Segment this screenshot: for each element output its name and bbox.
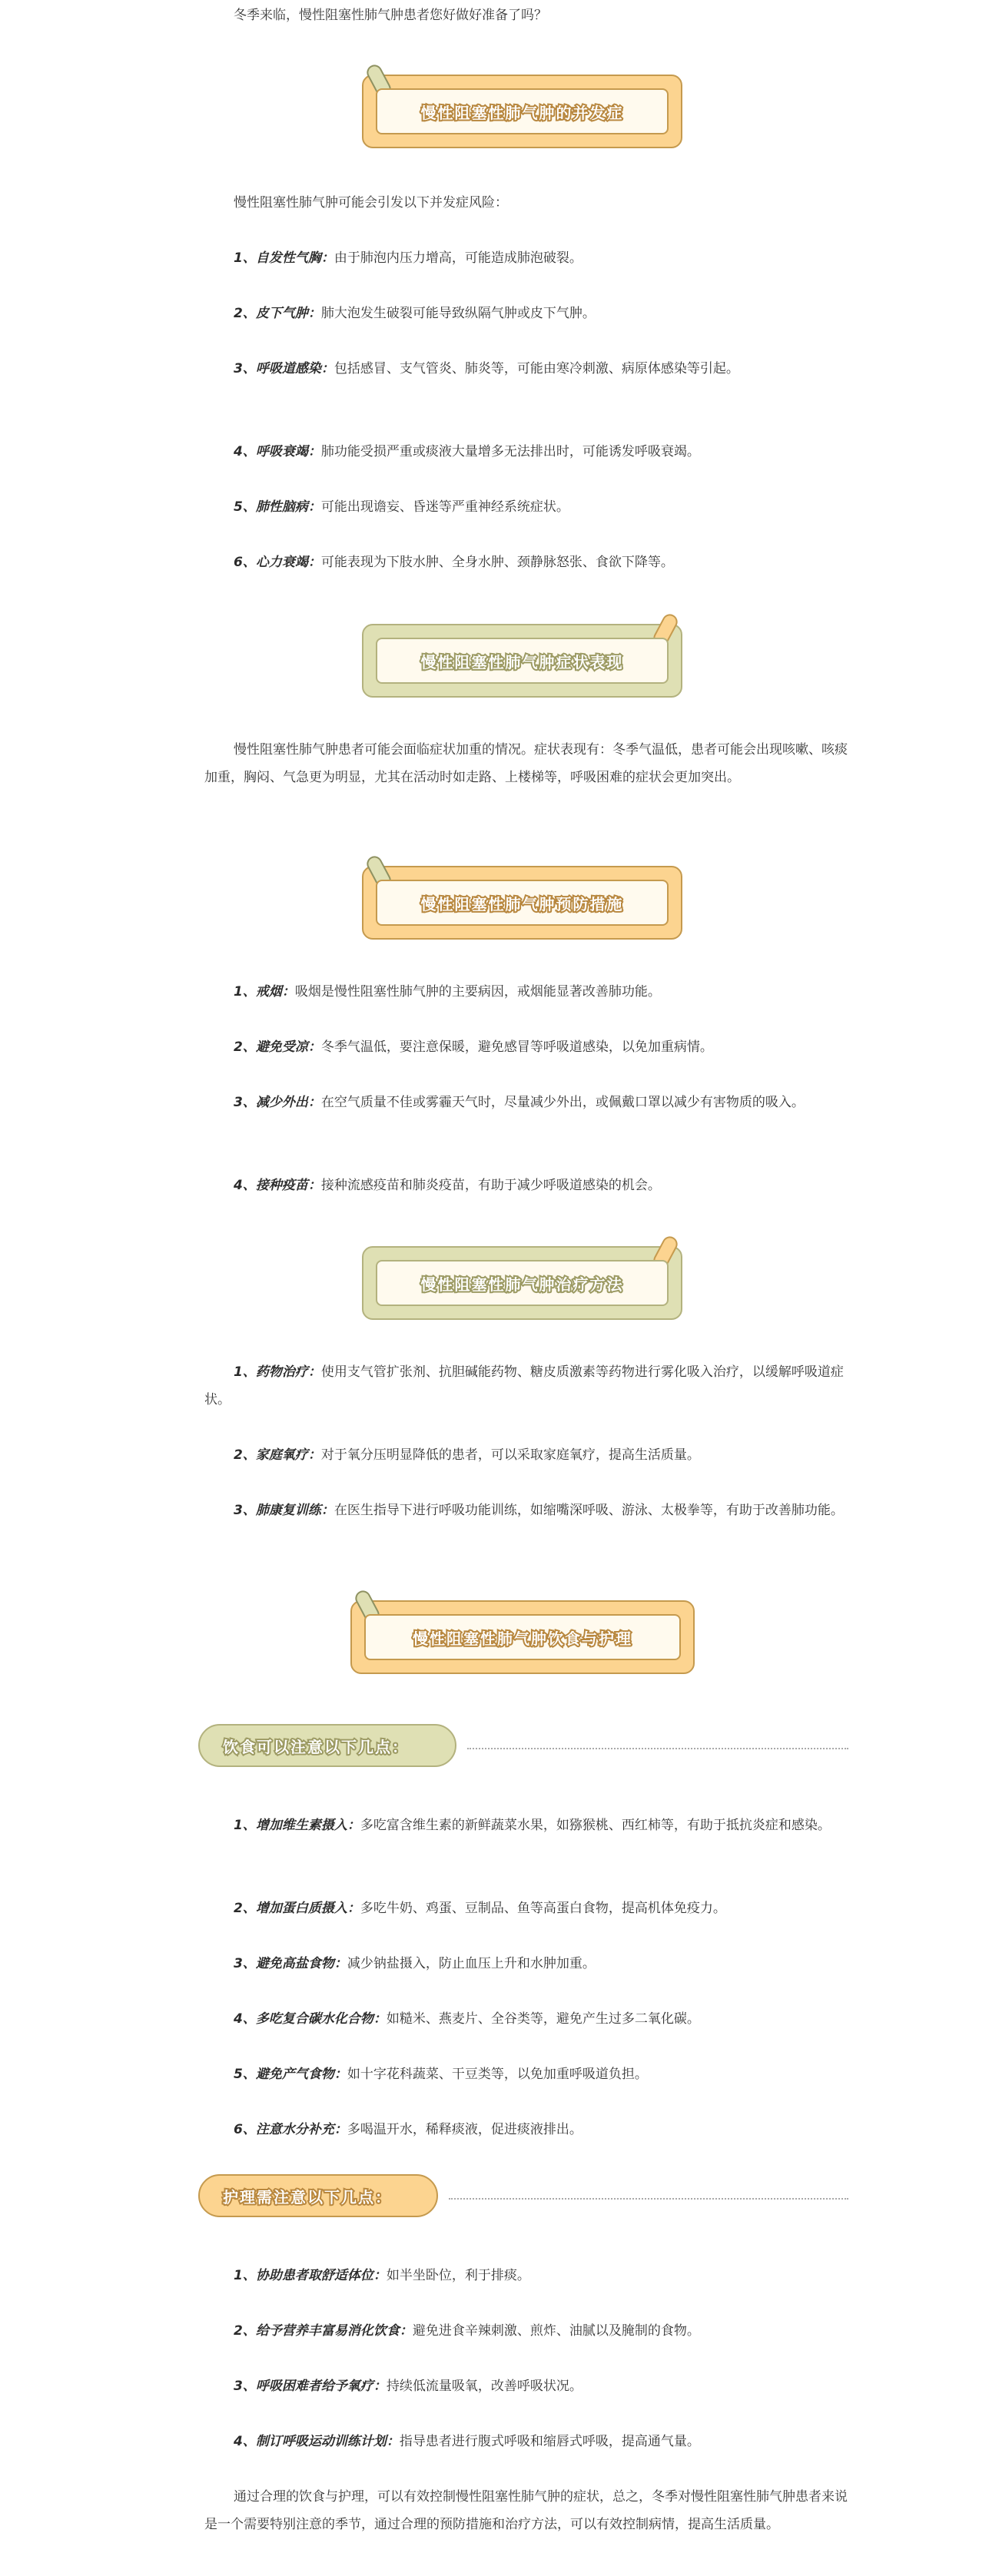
section-title: 慢性阻塞性肺气肿治疗方法: [420, 1275, 624, 1294]
list-item: 2、家庭氧疗：对于氧分压明显降低的患者，可以采取家庭氧疗，提高生活质量。: [234, 1447, 700, 1463]
section-lead: 慢性阻塞性肺气肿可能会引发以下并发症风险：: [234, 195, 508, 211]
section-title: 慢性阻塞性肺气肿饮食与护理: [413, 1629, 632, 1648]
list-item: 3、避免高盐食物：减少钠盐摄入，防止血压上升和水肿加重。: [234, 1956, 596, 1971]
list-item: 4、多吃复合碳水化合物：如糙米、燕麦片、全谷类等，避免产生过多二氧化碳。: [234, 2011, 700, 2027]
diet-subheading: [198, 1724, 456, 1767]
list-item: 3、减少外出：在空气质量不佳或雾霾天气时，尽量减少外出，或佩戴口罩以减少有害物质的吸入。: [234, 1095, 805, 1110]
diet-title: 饮食可以注意以下几点：: [223, 1737, 409, 1756]
intro-text: 冬季来临，慢性阻塞性肺气肿患者您好做好准备了吗？: [234, 8, 547, 23]
list-item: 4、呼吸衰竭：肺功能受损严重或痰液大量增多无法排出时，可能诱发呼吸衰竭。: [234, 444, 700, 459]
section-badge-prevention: [362, 866, 682, 940]
list-item: 6、注意水分补充：多喝温开水，稀释痰液，促进痰液排出。: [234, 2122, 582, 2137]
divider: [449, 2198, 848, 2200]
section-title: 慢性阻塞性肺气肿症状表现: [420, 652, 624, 671]
list-item: 4、接种疫苗：接种流感疫苗和肺炎疫苗，有助于减少呼吸道感染的机会。: [234, 1178, 661, 1193]
list-item: 1、自发性气胸：由于肺泡内压力增高，可能造成肺泡破裂。: [234, 250, 582, 266]
list-item: 6、心力衰竭：可能表现为下肢水肿、全身水肿、颈静脉怒张、食欲下降等。: [234, 555, 674, 570]
list-item: 2、给予营养丰富易消化饮食：避免进食辛辣刺激、煎炸、油腻以及腌制的食物。: [234, 2323, 700, 2339]
section-badge-complications: [362, 75, 682, 148]
list-item: 1、增加维生素摄入：多吃富含维生素的新鲜蔬菜水果，如猕猴桃、西红柿等，有助于抵抗炎症和感染。: [234, 1818, 831, 1833]
list-item: 4、制订呼吸运动训练计划：指导患者进行腹式呼吸和缩唇式呼吸，提高通气量。: [234, 2434, 700, 2449]
list-item: 2、皮下气肿：肺大泡发生破裂可能导致纵隔气肿或皮下气肿。: [234, 306, 596, 321]
list-item: 2、增加蛋白质摄入：多吃牛奶、鸡蛋、豆制品、鱼等高蛋白食物，提高机体免疫力。: [234, 1901, 726, 1916]
section-badge-diet-care: [350, 1600, 695, 1674]
list-item: 1、药物治疗：使用支气管扩张剂、抗胆碱能药物、糖皮质激素等药物进行雾化吸入治疗，以缓解呼吸道症状。: [204, 1364, 844, 1407]
section-title: 慢性阻塞性肺气肿的并发症: [420, 103, 624, 122]
divider: [467, 1748, 848, 1749]
list-item: 1、戒烟：吸烟是慢性阻塞性肺气肿的主要病因，戒烟能显著改善肺功能。: [234, 984, 661, 1000]
care-title: 护理需注意以下几点：: [223, 2187, 392, 2206]
list-item: 5、肺性脑病：可能出现谵妄、昏迷等严重神经系统症状。: [234, 499, 569, 515]
list-item: 3、呼吸道感染：包括感冒、支气管炎、肺炎等，可能由寒冷刺激、病原体感染等引起。: [234, 361, 739, 376]
section-badge-treatment: [362, 1246, 682, 1320]
list-item: 3、肺康复训练：在医生指导下进行呼吸功能训练，如缩嘴深呼吸、游泳、太极拳等，有助于改善肺功能。: [234, 1503, 844, 1518]
section-title: 慢性阻塞性肺气肿预防措施: [420, 894, 624, 913]
section-badge-symptoms: [362, 624, 682, 698]
list-item: 1、协助患者取舒适体位：如半坐卧位，利于排痰。: [234, 2268, 530, 2283]
list-item: 3、呼吸困难者给予氧疗：持续低流量吸氧，改善呼吸状况。: [234, 2379, 582, 2394]
list-item: 2、避免受凉：冬季气温低，要注意保暖，避免感冒等呼吸道感染，以免加重病情。: [234, 1039, 713, 1055]
care-subheading: [198, 2174, 438, 2217]
section-lead: 慢性阻塞性肺气肿患者可能会面临症状加重的情况。症状表现有：冬季气温低，患者可能会出现咳嗽、咳痰加重，胸闷、气急更为明显，尤其在活动时如走路、上楼梯等，呼吸困难的症状会更加突出。: [204, 742, 848, 785]
list-item: 5、避免产气食物：如十字花科蔬菜、干豆类等，以免加重呼吸道负担。: [234, 2067, 648, 2082]
conclusion-text: 通过合理的饮食与护理，可以有效控制慢性阻塞性肺气肿的症状，总之，冬季对慢性阻塞性肺气肿患者来说是一个需要特别注意的季节，通过合理的预防措施和治疗方法，可以有效控制病情，提高生活质量。: [204, 2489, 848, 2532]
